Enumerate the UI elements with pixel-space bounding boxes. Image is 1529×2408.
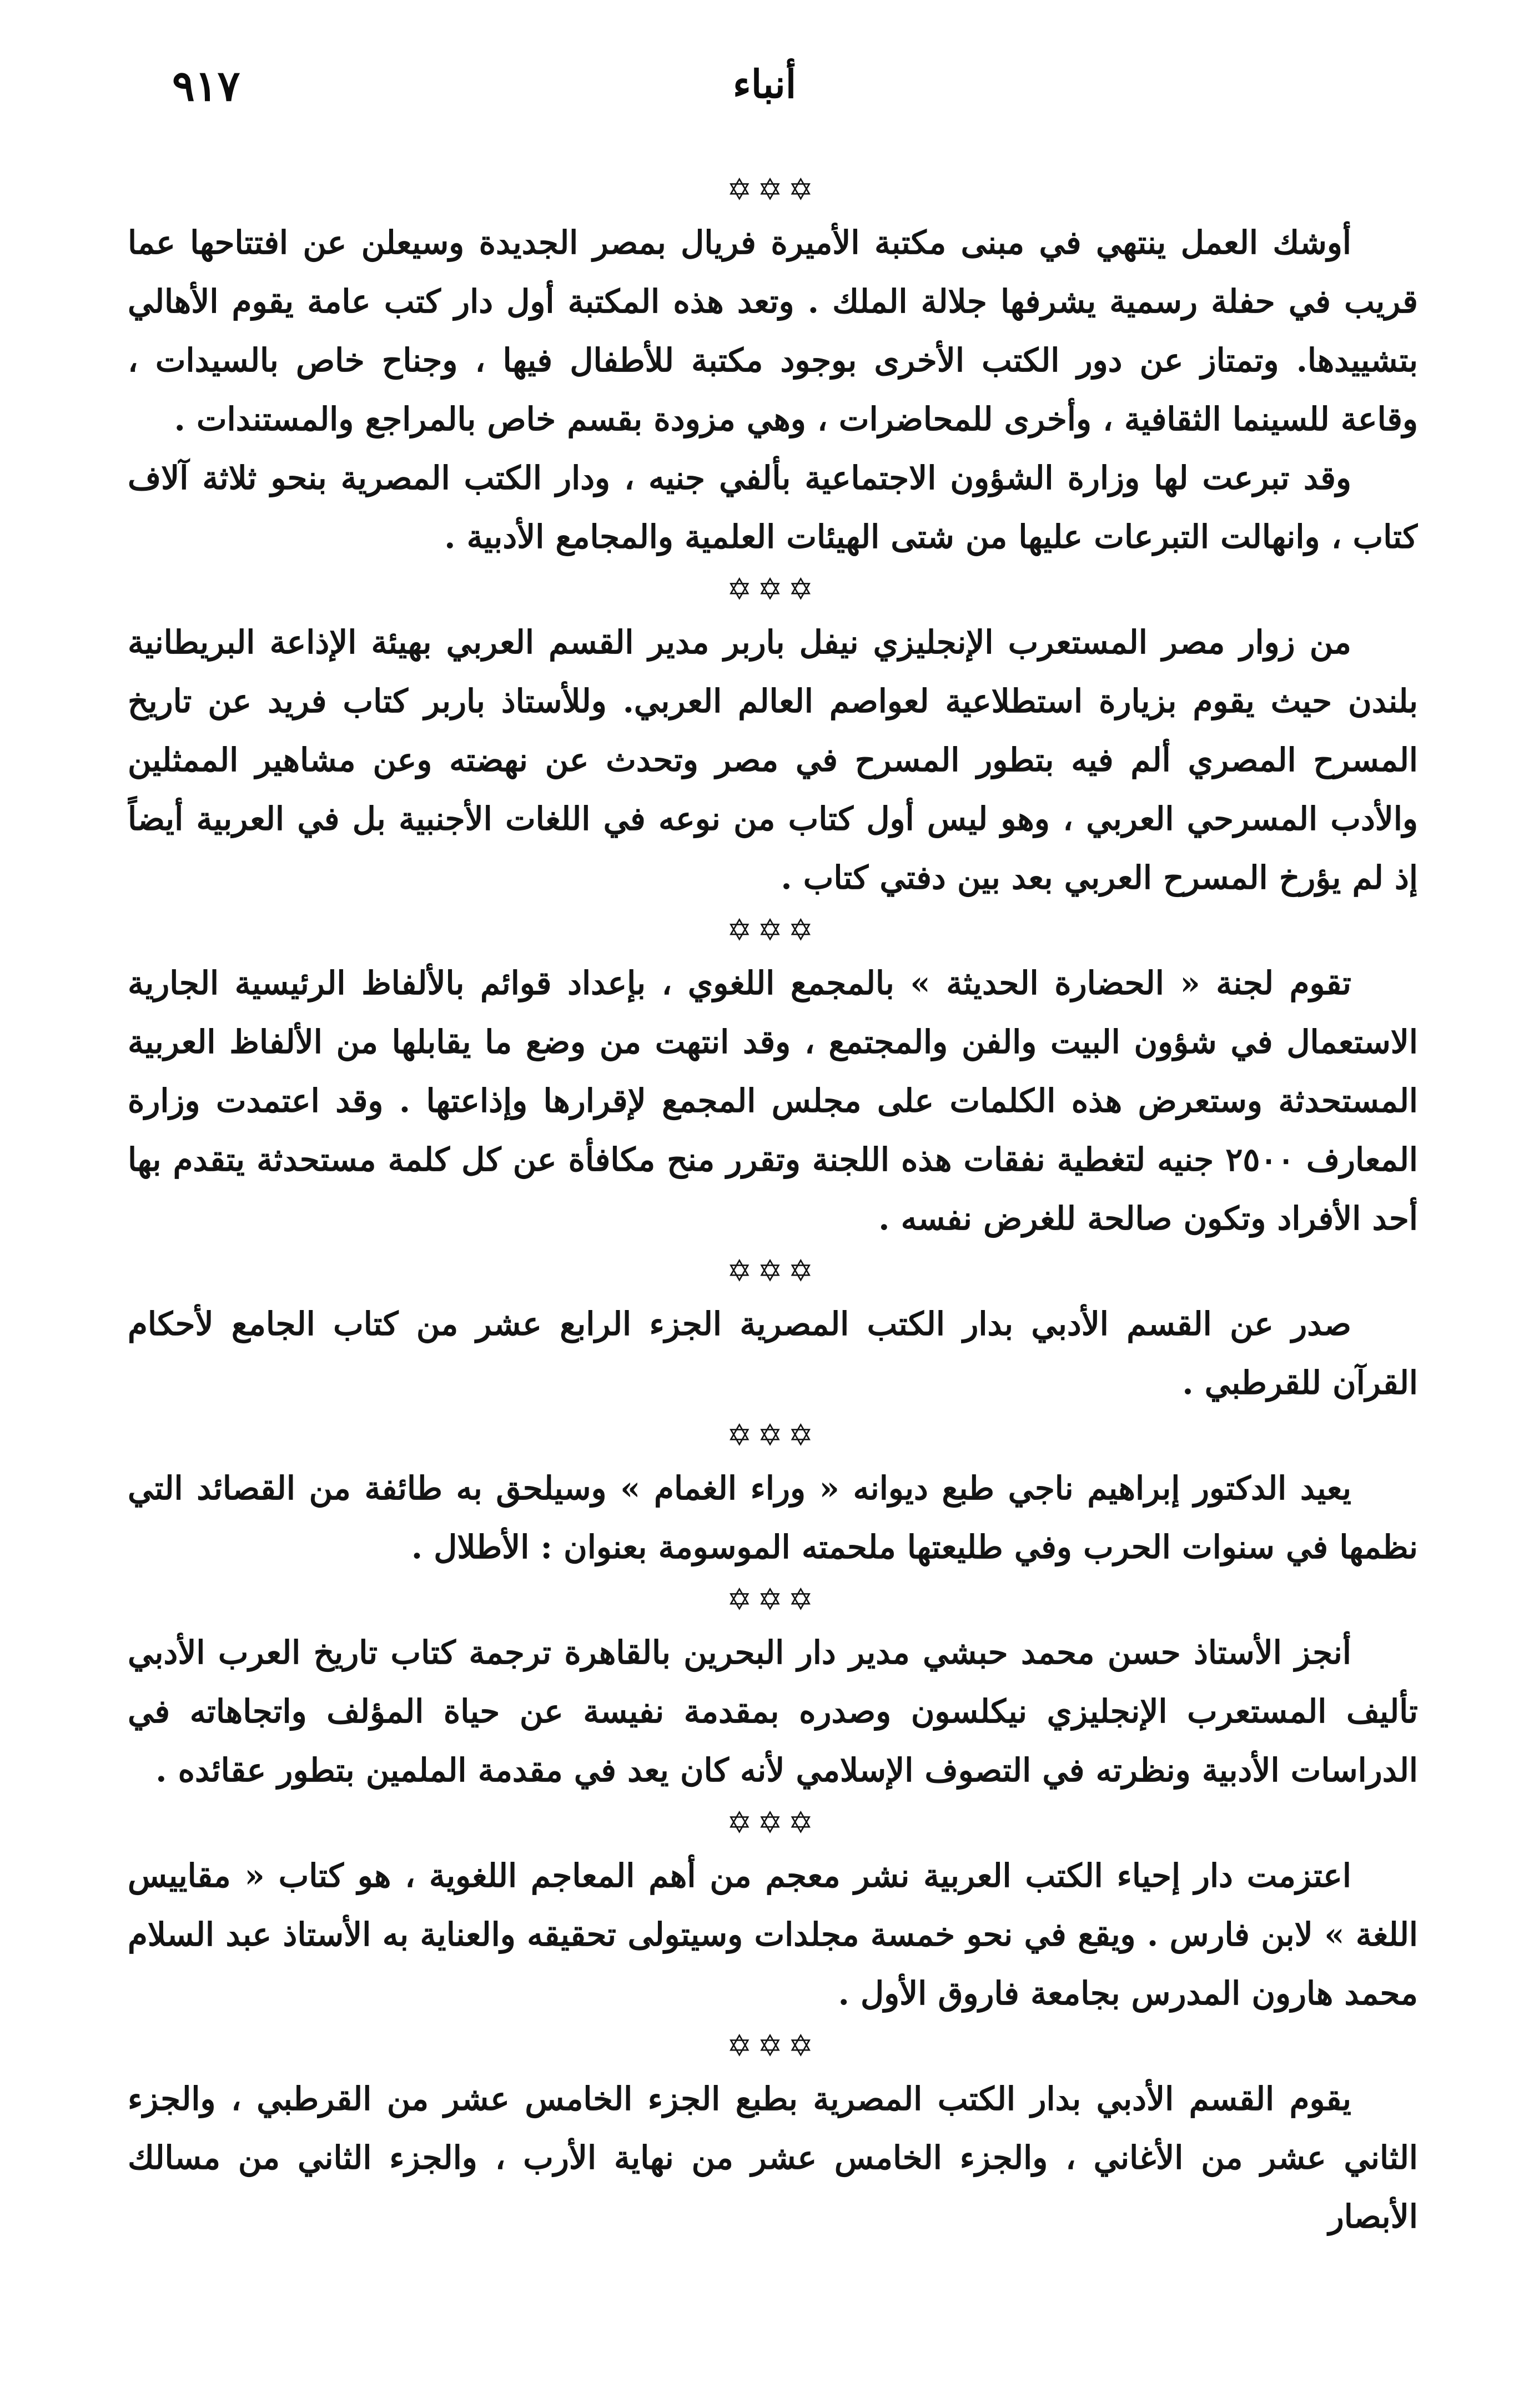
section-separator: ✡✡✡ (727, 1582, 819, 1617)
section-separator: ✡✡✡ (727, 1253, 819, 1288)
running-title: أنباء (732, 61, 797, 107)
section-separator: ✡✡✡ (727, 2028, 819, 2063)
news-item-language-academy: تقوم لجنة « الحضارة الحديثة » بالمجمع اللغوي ، بإعداد قوائم بالألفاظ الرئيسية الجارية الاستعمال في شؤون البيت والفن والمجتمع ، وقد انتهت من وضع ما يقابلها من الألفاظ العربية المستحدثة وستعرض هذه الكلمات على مجلس المجمع لإقرارها وإذاعتها . وقد اعتمدت وزارة المعارف ٢٥٠٠ جنيه لتغطية نفقات هذه اللجنة وتقرر منح مكافأة عن كل كلمة مستحدثة يتقدم بها أحد الأفراد وتكون صالحة للغرض نفسه . (128, 964, 1418, 1237)
news-item-maqayis-dictionary: اعتزمت دار إحياء الكتب العربية نشر معجم من أهم المعاجم اللغوية ، هو كتاب « مقاييس اللغة » لابن فارس . ويقع في نحو خمسة مجلدات وسيتولى تحقيقه والعناية به الأستاذ عبد السلام محمد هارون المدرس بجامعة فاروق الأول . (128, 1857, 1418, 2012)
news-item-barber-visit: من زوار مصر المستعرب الإنجليزي نيفل باربر مدير القسم العربي بهيئة الإذاعة البريطانية بلندن حيث يقوم بزيارة استطلاعية لعواصم العالم العربي. وللأستاذ باربر كتاب فريد عن تاريخ المسرح المصري ألم فيه بتطور المسرح في مصر وتحدث عن نهضته وعن مشاهير الممثلين والأدب المسرحي العربي ، وهو ليس أول كتاب من نوعه في اللغات الأجنبية بل في العربية أيضاً إذ لم يؤرخ المسرح العربي بعد بين دفتي كتاب . (128, 623, 1418, 896)
news-item-naji-diwan: يعيد الدكتور إبراهيم ناجي طبع ديوانه « وراء الغمام » وسيلحق به طائفة من القصائد التي نظمها في سنوات الحرب وفي طليعتها ملحمته الموسومة بعنوان : الأطلال . (128, 1469, 1418, 1566)
news-item-library-opening: أوشك العمل ينتهي في مبنى مكتبة الأميرة فريال بمصر الجديدة وسيعلن عن افتتاحها عما قريب في حفلة رسمية يشرفها جلالة الملك . وتعد هذه المكتبة أول دار كتب عامة يقوم الأهالي بتشييدها. وتمتاز عن دور الكتب الأخرى بوجود مكتبة للأطفال فيها ، وجناح خاص بالسيدات ، وقاعة للسينما الثقافية ، وأخرى للمحاضرات ، وهي مزودة بقسم خاص بالمراجع والمستندات . (128, 224, 1418, 438)
news-item-qurtubi-volume: صدر عن القسم الأدبي بدار الكتب المصرية الجزء الرابع عشر من كتاب الجامع لأحكام القرآن للقرطبي . (128, 1305, 1418, 1402)
section-separator: ✡✡✡ (727, 1805, 819, 1840)
news-item-library-donations: وقد تبرعت لها وزارة الشؤون الاجتماعية بألفي جنيه ، ودار الكتب المصرية بنحو ثلاثة آلاف كتاب ، وانهالت التبرعات عليها من شتى الهيئات العلمية والمجامع الأدبية . (128, 459, 1418, 556)
page-number: ٩١٧ (172, 61, 240, 110)
news-item-literary-section-printing: يقوم القسم الأدبي بدار الكتب المصرية بطبع الجزء الخامس عشر من القرطبي ، والجزء الثاني عشر من الأغاني ، والجزء الخامس عشر من نهاية الأرب ، والجزء الثاني من مسالك الأبصار (128, 2080, 1418, 2235)
news-item-nicholson-translation: أنجز الأستاذ حسن محمد حبشي مدير دار البحرين بالقاهرة ترجمة كتاب تاريخ العرب الأدبي تأليف المستعرب الإنجليزي نيكلسون وصدره بمقدمة نفيسة عن حياة المؤلف واتجاهاته في الدراسات الأدبية ونظرته في التصوف الإسلامي لأنه كان يعد في مقدمة الملمين بتطور عقائده . (128, 1634, 1418, 1789)
section-separator: ✡✡✡ (727, 572, 819, 607)
section-separator: ✡✡✡ (727, 1418, 819, 1453)
section-separator: ✡✡✡ (727, 172, 819, 207)
section-separator: ✡✡✡ (727, 913, 819, 948)
page-header (128, 61, 1401, 122)
article-body (128, 167, 1418, 2375)
